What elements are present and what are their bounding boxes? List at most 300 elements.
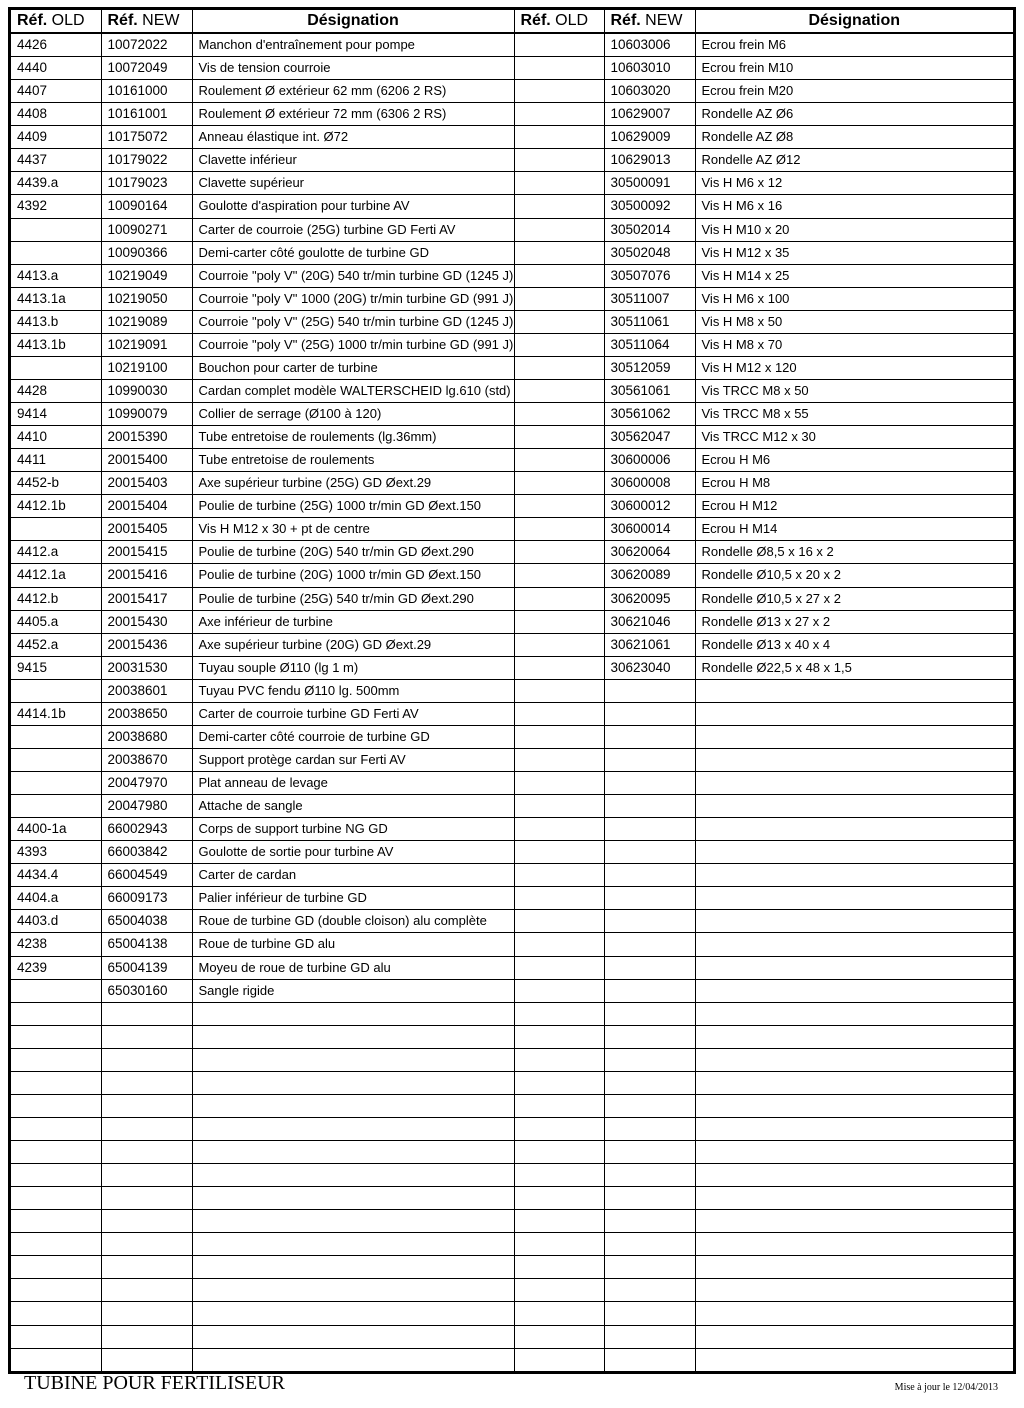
designation-cell-left: Moyeu de roue de turbine GD alu xyxy=(192,956,514,979)
ref-old-cell-left: 4437 xyxy=(11,149,101,172)
table-row xyxy=(11,1002,1013,1025)
designation-cell-left: Carter de courroie turbine GD Ferti AV xyxy=(192,702,514,725)
designation-cell-right xyxy=(695,748,1013,771)
ref-old-cell-right xyxy=(514,956,604,979)
ref-old-cell-left: 4412.a xyxy=(11,541,101,564)
ref-new-cell-right xyxy=(604,887,695,910)
ref-new-cell-left: 20038601 xyxy=(101,679,192,702)
ref-old-cell-right xyxy=(514,218,604,241)
designation-cell-left xyxy=(192,1210,514,1233)
designation-cell-left: Palier inférieur de turbine GD xyxy=(192,887,514,910)
designation-cell-left: Corps de support turbine NG GD xyxy=(192,818,514,841)
ref-new-cell-left: 10179023 xyxy=(101,172,192,195)
ref-old-cell-right xyxy=(514,1233,604,1256)
ref-new-cell-right: 10629013 xyxy=(604,149,695,172)
designation-cell-left: Poulie de turbine (20G) 1000 tr/min GD Øext.150 xyxy=(192,564,514,587)
ref-new-cell-right xyxy=(604,818,695,841)
ref-new-cell-right xyxy=(604,1187,695,1210)
ref-new-cell-left: 65030160 xyxy=(101,979,192,1002)
ref-new-cell-left: 20015403 xyxy=(101,472,192,495)
designation-cell-left: Anneau élastique int. Ø72 xyxy=(192,126,514,149)
ref-old-cell-left: 4412.b xyxy=(11,587,101,610)
table-row xyxy=(11,887,1013,910)
ref-new-cell-left xyxy=(101,1279,192,1302)
designation-cell-left: Clavette inférieur xyxy=(192,149,514,172)
ref-old-cell-left xyxy=(11,1279,101,1302)
table-row xyxy=(11,679,1013,702)
ref-old-cell-right xyxy=(514,1002,604,1025)
designation-cell-right: Vis TRCC M8 x 55 xyxy=(695,403,1013,426)
table-row xyxy=(11,1117,1013,1140)
designation-cell-right xyxy=(695,841,1013,864)
ref-new-cell-left: 10219091 xyxy=(101,333,192,356)
designation-cell-left: Courroie "poly V" 1000 (20G) tr/min turbine GD (991 J) xyxy=(192,287,514,310)
ref-old-cell-left: 4452.a xyxy=(11,633,101,656)
ref-new-cell-right: 30623040 xyxy=(604,656,695,679)
ref-old-cell-right xyxy=(514,910,604,933)
document-title: TUBINE POUR FERTILISEUR xyxy=(24,1372,286,1394)
ref-new-cell-left: 66004549 xyxy=(101,864,192,887)
table-row xyxy=(11,1025,1013,1048)
designation-cell-right xyxy=(695,1210,1013,1233)
ref-new-cell-right xyxy=(604,1233,695,1256)
ref-old-cell-left: 4439.a xyxy=(11,172,101,195)
ref-old-cell-left: 4414.1b xyxy=(11,702,101,725)
ref-new-cell-left: 20038650 xyxy=(101,702,192,725)
header-ref-new-left: Réf. NEW xyxy=(101,10,192,33)
ref-new-cell-right xyxy=(604,933,695,956)
table-row xyxy=(11,564,1013,587)
table-row xyxy=(11,379,1013,402)
ref-new-cell-right: 30621046 xyxy=(604,610,695,633)
ref-new-cell-left xyxy=(101,1302,192,1325)
ref-old-cell-right xyxy=(514,748,604,771)
designation-cell-left: Plat anneau de levage xyxy=(192,772,514,795)
ref-new-cell-left: 20015400 xyxy=(101,449,192,472)
designation-cell-left: Axe inférieur de turbine xyxy=(192,610,514,633)
designation-cell-left: Poulie de turbine (20G) 540 tr/min GD Øext.290 xyxy=(192,541,514,564)
ref-new-cell-right xyxy=(604,979,695,1002)
ref-new-cell-left: 10072022 xyxy=(101,33,192,57)
ref-old-cell-left xyxy=(11,795,101,818)
ref-old-cell-left xyxy=(11,679,101,702)
ref-new-cell-left: 20015405 xyxy=(101,518,192,541)
ref-new-cell-left xyxy=(101,1048,192,1071)
ref-new-cell-left: 66009173 xyxy=(101,887,192,910)
table-row xyxy=(11,702,1013,725)
ref-new-cell-right xyxy=(604,1071,695,1094)
ref-old-cell-right xyxy=(514,264,604,287)
table-row xyxy=(11,1164,1013,1187)
table-row xyxy=(11,841,1013,864)
designation-cell-left: Tuyau souple Ø110 (lg 1 m) xyxy=(192,656,514,679)
designation-cell-right xyxy=(695,910,1013,933)
ref-old-cell-right xyxy=(514,241,604,264)
designation-cell-left: Collier de serrage (Ø100 à 120) xyxy=(192,403,514,426)
header-ref-old-right: Réf. OLD xyxy=(514,10,604,33)
designation-cell-left xyxy=(192,1094,514,1117)
ref-new-cell-left xyxy=(101,1117,192,1140)
ref-old-cell-left: 4404.a xyxy=(11,887,101,910)
designation-cell-right xyxy=(695,818,1013,841)
ref-old-cell-left: 4452-b xyxy=(11,472,101,495)
ref-new-cell-left: 10219050 xyxy=(101,287,192,310)
ref-new-cell-right xyxy=(604,956,695,979)
table-row xyxy=(11,587,1013,610)
ref-new-cell-left: 20031530 xyxy=(101,656,192,679)
parts-table xyxy=(11,10,1013,1371)
ref-old-cell-right xyxy=(514,1094,604,1117)
ref-new-cell-left: 10219100 xyxy=(101,356,192,379)
update-date: Mise à jour le 12/04/2013 xyxy=(894,1382,998,1393)
ref-old-cell-right xyxy=(514,1048,604,1071)
ref-new-cell-right xyxy=(604,772,695,795)
designation-cell-left: Carter de cardan xyxy=(192,864,514,887)
ref-old-cell-right xyxy=(514,195,604,218)
ref-new-cell-left xyxy=(101,1210,192,1233)
designation-cell-left: Courroie "poly V" (20G) 540 tr/min turbine GD (1245 J) xyxy=(192,264,514,287)
ref-old-cell-right xyxy=(514,103,604,126)
designation-cell-right: Ecrou H M6 xyxy=(695,449,1013,472)
table-row xyxy=(11,725,1013,748)
ref-new-cell-left xyxy=(101,1025,192,1048)
ref-new-cell-right: 10603020 xyxy=(604,80,695,103)
ref-new-cell-left: 10161000 xyxy=(101,80,192,103)
table-header xyxy=(11,10,1013,33)
ref-new-cell-left xyxy=(101,1164,192,1187)
ref-old-cell-right xyxy=(514,149,604,172)
ref-old-cell-left xyxy=(11,241,101,264)
designation-cell-right xyxy=(695,1117,1013,1140)
designation-cell-left: Roue de turbine GD (double cloison) alu complète xyxy=(192,910,514,933)
ref-old-cell-right xyxy=(514,518,604,541)
table-row xyxy=(11,126,1013,149)
ref-old-cell-right xyxy=(514,403,604,426)
ref-new-cell-left xyxy=(101,1348,192,1371)
designation-cell-right: Ecrou frein M20 xyxy=(695,80,1013,103)
ref-new-cell-left: 66003842 xyxy=(101,841,192,864)
designation-cell-left: Poulie de turbine (25G) 1000 tr/min GD Øext.150 xyxy=(192,495,514,518)
ref-new-cell-left: 20038680 xyxy=(101,725,192,748)
designation-cell-right: Rondelle Ø10,5 x 20 x 2 xyxy=(695,564,1013,587)
ref-old-cell-left: 4239 xyxy=(11,956,101,979)
designation-cell-right xyxy=(695,979,1013,1002)
ref-old-cell-left: 4412.1a xyxy=(11,564,101,587)
ref-new-cell-left: 20015436 xyxy=(101,633,192,656)
ref-old-cell-left xyxy=(11,1141,101,1164)
ref-new-cell-right: 30600008 xyxy=(604,472,695,495)
ref-new-cell-left: 10990030 xyxy=(101,379,192,402)
ref-new-cell-left: 10179022 xyxy=(101,149,192,172)
ref-new-cell-left: 10175072 xyxy=(101,126,192,149)
ref-old-cell-right xyxy=(514,587,604,610)
designation-cell-left xyxy=(192,1164,514,1187)
ref-old-cell-left xyxy=(11,772,101,795)
table-row xyxy=(11,172,1013,195)
designation-cell-left: Cardan complet modèle WALTERSCHEID lg.610 (std) xyxy=(192,379,514,402)
ref-new-cell-left: 10072049 xyxy=(101,57,192,80)
ref-new-cell-left: 65004139 xyxy=(101,956,192,979)
table-row xyxy=(11,795,1013,818)
ref-new-cell-left xyxy=(101,1256,192,1279)
designation-cell-left: Tube entretoise de roulements xyxy=(192,449,514,472)
ref-new-cell-left: 65004038 xyxy=(101,910,192,933)
ref-old-cell-left xyxy=(11,1002,101,1025)
ref-old-cell-left: 4413.b xyxy=(11,310,101,333)
designation-cell-right xyxy=(695,864,1013,887)
ref-old-cell-right xyxy=(514,287,604,310)
designation-cell-right xyxy=(695,702,1013,725)
ref-new-cell-left xyxy=(101,1094,192,1117)
ref-old-cell-right xyxy=(514,864,604,887)
designation-cell-left: Courroie "poly V" (25G) 1000 tr/min turbine GD (991 J) xyxy=(192,333,514,356)
ref-new-cell-left: 20047970 xyxy=(101,772,192,795)
ref-old-cell-right xyxy=(514,841,604,864)
designation-cell-right: Vis H M14 x 25 xyxy=(695,264,1013,287)
ref-old-cell-left xyxy=(11,1164,101,1187)
ref-old-cell-right xyxy=(514,356,604,379)
ref-old-cell-left: 4434.4 xyxy=(11,864,101,887)
ref-old-cell-left xyxy=(11,725,101,748)
designation-cell-left: Courroie "poly V" (25G) 540 tr/min turbine GD (1245 J) xyxy=(192,310,514,333)
ref-old-cell-right xyxy=(514,379,604,402)
designation-cell-right: Vis TRCC M8 x 50 xyxy=(695,379,1013,402)
ref-old-cell-right xyxy=(514,333,604,356)
ref-old-cell-right xyxy=(514,1117,604,1140)
ref-old-cell-right xyxy=(514,633,604,656)
table-row xyxy=(11,956,1013,979)
table-row xyxy=(11,772,1013,795)
ref-old-cell-right xyxy=(514,772,604,795)
ref-new-cell-right: 30600012 xyxy=(604,495,695,518)
header-designation-left: Désignation xyxy=(192,10,514,33)
ref-old-cell-left xyxy=(11,1071,101,1094)
designation-cell-right: Ecrou H M14 xyxy=(695,518,1013,541)
ref-old-cell-right xyxy=(514,310,604,333)
ref-old-cell-left: 4413.1a xyxy=(11,287,101,310)
ref-new-cell-right xyxy=(604,1279,695,1302)
ref-old-cell-right xyxy=(514,795,604,818)
ref-old-cell-left: 4426 xyxy=(11,33,101,57)
ref-old-cell-left xyxy=(11,1187,101,1210)
table-row xyxy=(11,195,1013,218)
ref-old-cell-right xyxy=(514,126,604,149)
designation-cell-right xyxy=(695,772,1013,795)
table-row xyxy=(11,1348,1013,1371)
designation-cell-left: Demi-carter côté courroie de turbine GD xyxy=(192,725,514,748)
ref-new-cell-right xyxy=(604,1094,695,1117)
ref-new-cell-left: 65004138 xyxy=(101,933,192,956)
ref-old-cell-left: 4405.a xyxy=(11,610,101,633)
ref-old-cell-right xyxy=(514,472,604,495)
designation-cell-left: Poulie de turbine (25G) 540 tr/min GD Øext.290 xyxy=(192,587,514,610)
ref-new-cell-right xyxy=(604,1325,695,1348)
designation-cell-right: Vis H M12 x 120 xyxy=(695,356,1013,379)
ref-old-cell-left: 4409 xyxy=(11,126,101,149)
ref-new-cell-right xyxy=(604,1002,695,1025)
ref-old-cell-left: 4413.a xyxy=(11,264,101,287)
table-row xyxy=(11,910,1013,933)
designation-cell-left xyxy=(192,1279,514,1302)
table-row xyxy=(11,103,1013,126)
designation-cell-right: Rondelle Ø13 x 27 x 2 xyxy=(695,610,1013,633)
table-row xyxy=(11,1256,1013,1279)
designation-cell-left: Roue de turbine GD alu xyxy=(192,933,514,956)
designation-cell-right xyxy=(695,1164,1013,1187)
ref-new-cell-left: 10090271 xyxy=(101,218,192,241)
ref-new-cell-left: 10990079 xyxy=(101,403,192,426)
designation-cell-left: Vis de tension courroie xyxy=(192,57,514,80)
designation-cell-left: Attache de sangle xyxy=(192,795,514,818)
table-row xyxy=(11,1048,1013,1071)
ref-old-cell-left xyxy=(11,1256,101,1279)
ref-old-cell-right xyxy=(514,610,604,633)
header-designation-right: Désignation xyxy=(695,10,1013,33)
ref-old-cell-left: 4440 xyxy=(11,57,101,80)
ref-old-cell-left xyxy=(11,1048,101,1071)
designation-cell-left: Goulotte de sortie pour turbine AV xyxy=(192,841,514,864)
designation-cell-right: Rondelle Ø10,5 x 27 x 2 xyxy=(695,587,1013,610)
designation-cell-right xyxy=(695,956,1013,979)
ref-new-cell-right xyxy=(604,1117,695,1140)
ref-old-cell-left: 4408 xyxy=(11,103,101,126)
ref-new-cell-right xyxy=(604,1348,695,1371)
ref-old-cell-left: 4403.d xyxy=(11,910,101,933)
designation-cell-right xyxy=(695,1279,1013,1302)
ref-new-cell-left xyxy=(101,1325,192,1348)
designation-cell-right xyxy=(695,1325,1013,1348)
ref-old-cell-left: 9414 xyxy=(11,403,101,426)
table-row xyxy=(11,864,1013,887)
ref-old-cell-left xyxy=(11,748,101,771)
designation-cell-right: Vis H M10 x 20 xyxy=(695,218,1013,241)
ref-old-cell-left xyxy=(11,218,101,241)
designation-cell-left: Roulement Ø extérieur 72 mm (6306 2 RS) xyxy=(192,103,514,126)
ref-old-cell-left xyxy=(11,1117,101,1140)
designation-cell-right: Ecrou H M12 xyxy=(695,495,1013,518)
designation-cell-right: Rondelle AZ Ø12 xyxy=(695,149,1013,172)
ref-old-cell-right xyxy=(514,541,604,564)
ref-new-cell-right: 30512059 xyxy=(604,356,695,379)
designation-cell-left xyxy=(192,1302,514,1325)
designation-cell-left xyxy=(192,1256,514,1279)
designation-cell-right: Ecrou H M8 xyxy=(695,472,1013,495)
designation-cell-right: Vis H M8 x 50 xyxy=(695,310,1013,333)
ref-new-cell-left: 20015416 xyxy=(101,564,192,587)
designation-cell-left: Clavette supérieur xyxy=(192,172,514,195)
designation-cell-left: Tube entretoise de roulements (lg.36mm) xyxy=(192,426,514,449)
ref-new-cell-right: 30500092 xyxy=(604,195,695,218)
designation-cell-left: Bouchon pour carter de turbine xyxy=(192,356,514,379)
table-row xyxy=(11,1302,1013,1325)
ref-new-cell-right: 30511061 xyxy=(604,310,695,333)
table-row xyxy=(11,1141,1013,1164)
table-row xyxy=(11,495,1013,518)
ref-old-cell-right xyxy=(514,80,604,103)
ref-new-cell-right xyxy=(604,795,695,818)
ref-new-cell-left: 66002943 xyxy=(101,818,192,841)
ref-old-cell-right xyxy=(514,933,604,956)
ref-old-cell-left: 4238 xyxy=(11,933,101,956)
ref-old-cell-right xyxy=(514,1302,604,1325)
table-row xyxy=(11,57,1013,80)
ref-old-cell-left xyxy=(11,1025,101,1048)
designation-cell-right xyxy=(695,795,1013,818)
ref-old-cell-left: 4413.1b xyxy=(11,333,101,356)
designation-cell-left xyxy=(192,1117,514,1140)
designation-cell-right: Ecrou frein M10 xyxy=(695,57,1013,80)
parts-sheet xyxy=(8,7,1016,1374)
ref-old-cell-right xyxy=(514,725,604,748)
ref-old-cell-right xyxy=(514,656,604,679)
designation-cell-right: Rondelle AZ Ø6 xyxy=(695,103,1013,126)
designation-cell-left: Goulotte d'aspiration pour turbine AV xyxy=(192,195,514,218)
ref-old-cell-right xyxy=(514,57,604,80)
ref-old-cell-right xyxy=(514,449,604,472)
ref-old-cell-left: 4393 xyxy=(11,841,101,864)
ref-new-cell-left: 20038670 xyxy=(101,748,192,771)
designation-cell-left xyxy=(192,1348,514,1371)
designation-cell-right xyxy=(695,1256,1013,1279)
ref-old-cell-right xyxy=(514,1210,604,1233)
designation-cell-right xyxy=(695,1348,1013,1371)
ref-old-cell-right xyxy=(514,172,604,195)
ref-new-cell-left xyxy=(101,1141,192,1164)
ref-old-cell-right xyxy=(514,1348,604,1371)
ref-old-cell-right xyxy=(514,1187,604,1210)
ref-new-cell-right: 10629007 xyxy=(604,103,695,126)
designation-cell-right xyxy=(695,933,1013,956)
table-row xyxy=(11,1094,1013,1117)
ref-new-cell-right: 30562047 xyxy=(604,426,695,449)
ref-old-cell-left: 4400-1a xyxy=(11,818,101,841)
designation-cell-left xyxy=(192,1187,514,1210)
ref-old-cell-right xyxy=(514,679,604,702)
designation-cell-right: Vis TRCC M12 x 30 xyxy=(695,426,1013,449)
designation-cell-left xyxy=(192,1141,514,1164)
ref-old-cell-left: 4407 xyxy=(11,80,101,103)
table-row xyxy=(11,426,1013,449)
ref-old-cell-right xyxy=(514,495,604,518)
designation-cell-right xyxy=(695,1071,1013,1094)
ref-old-cell-left xyxy=(11,1233,101,1256)
ref-new-cell-right: 30600014 xyxy=(604,518,695,541)
ref-new-cell-right xyxy=(604,841,695,864)
designation-cell-right: Vis H M12 x 35 xyxy=(695,241,1013,264)
header-ref-old-left: Réf. OLD xyxy=(11,10,101,33)
table-row xyxy=(11,1279,1013,1302)
table-row xyxy=(11,33,1013,57)
ref-new-cell-right xyxy=(604,864,695,887)
table-row xyxy=(11,979,1013,1002)
ref-new-cell-left xyxy=(101,1233,192,1256)
designation-cell-right: Vis H M8 x 70 xyxy=(695,333,1013,356)
ref-old-cell-right xyxy=(514,818,604,841)
designation-cell-right xyxy=(695,725,1013,748)
ref-new-cell-right xyxy=(604,1025,695,1048)
table-row xyxy=(11,933,1013,956)
ref-old-cell-left: 4411 xyxy=(11,449,101,472)
table-row xyxy=(11,518,1013,541)
ref-old-cell-right xyxy=(514,979,604,1002)
ref-old-cell-left: 4412.1b xyxy=(11,495,101,518)
table-row xyxy=(11,218,1013,241)
ref-old-cell-right xyxy=(514,426,604,449)
ref-new-cell-right xyxy=(604,1210,695,1233)
ref-new-cell-right xyxy=(604,748,695,771)
ref-new-cell-left: 10090366 xyxy=(101,241,192,264)
table-row xyxy=(11,287,1013,310)
